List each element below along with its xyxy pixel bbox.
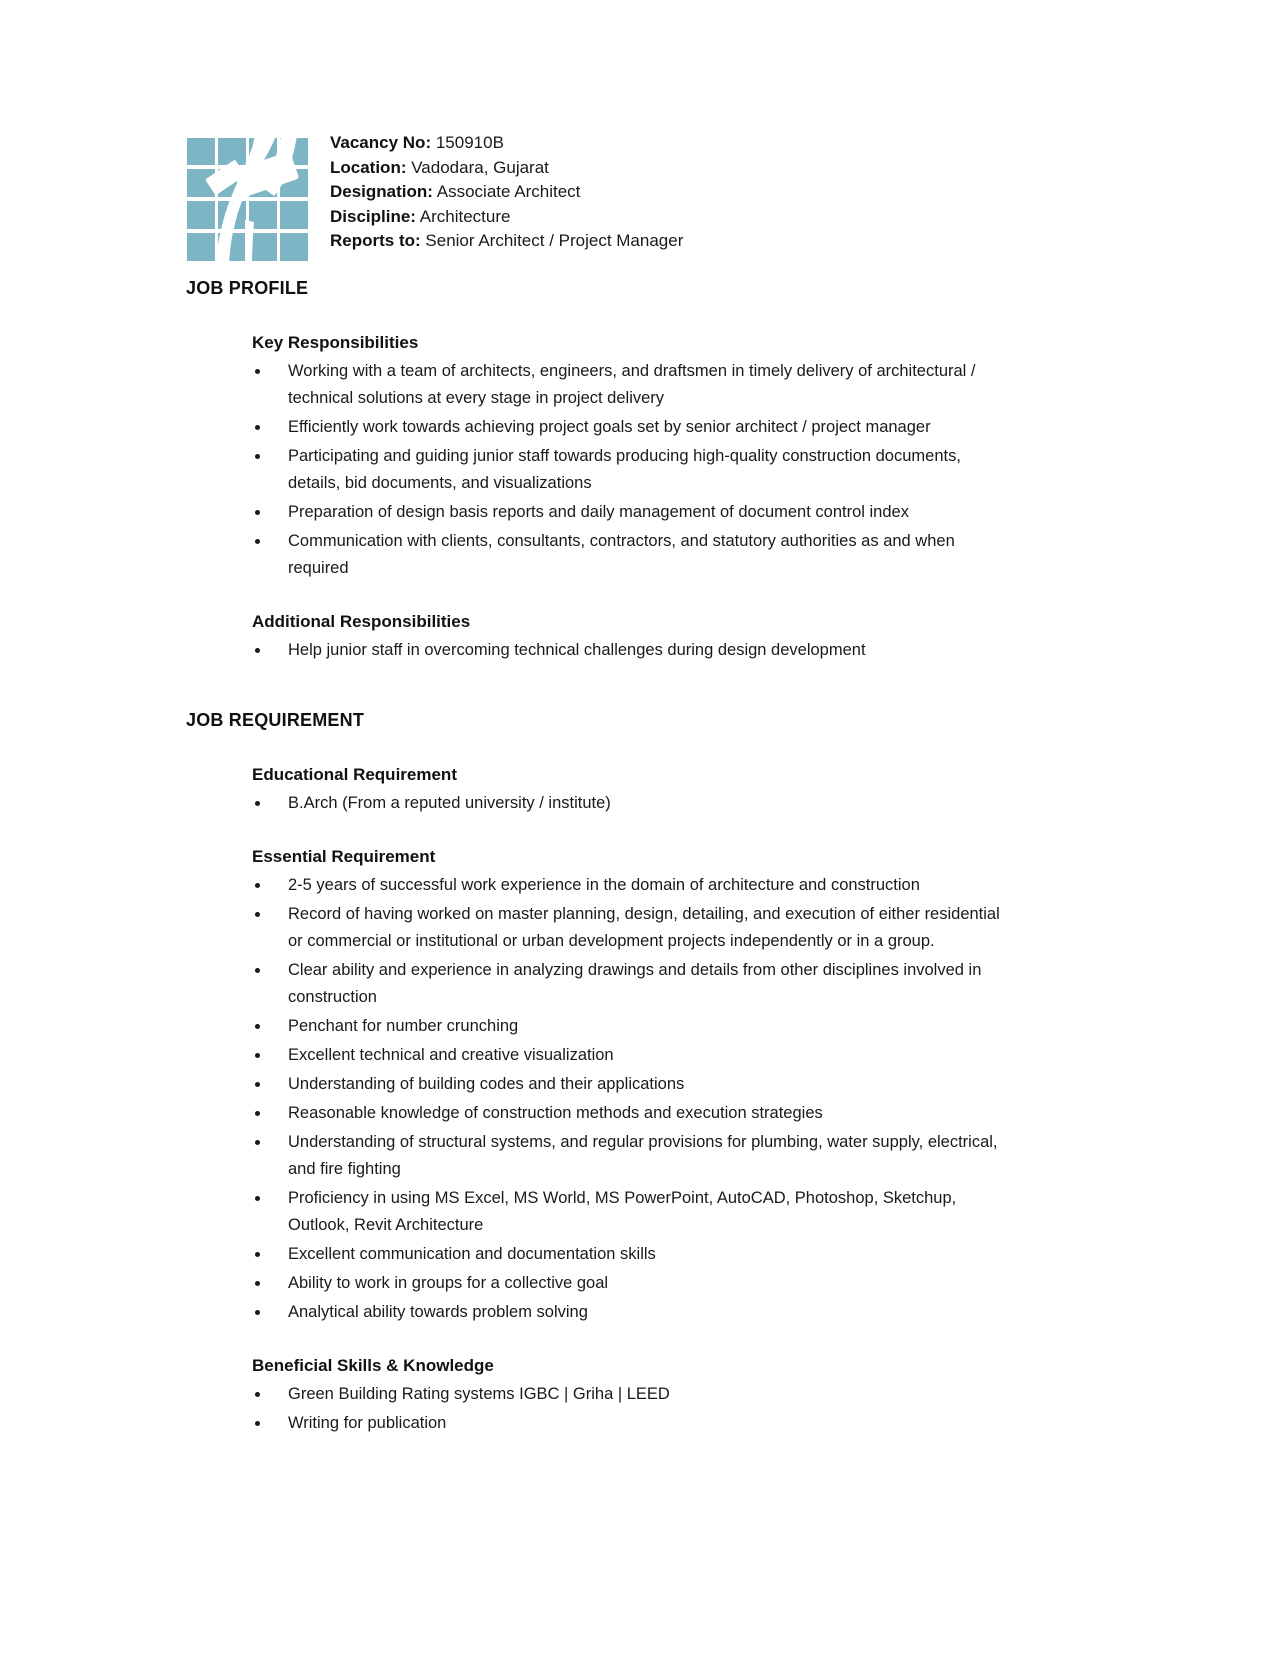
field-label: Discipline: xyxy=(330,206,416,226)
vacancy-field-row xyxy=(330,205,683,230)
subsection-heading: Additional Responsibilities xyxy=(252,612,471,631)
bullet-list xyxy=(252,790,1014,817)
field-value: Architecture xyxy=(419,206,511,226)
vacancy-details xyxy=(330,128,683,254)
subsection-heading: Key Responsibilities xyxy=(252,333,419,352)
bullet-list xyxy=(252,358,1014,582)
field-value: Vadodara, Gujarat xyxy=(411,157,549,177)
bullet-item: Preparation of design basis reports and daily management of document control index xyxy=(252,499,1014,526)
vacancy-field-row xyxy=(330,229,683,254)
bullet-item: Record of having worked on master planning, design, detailing, and execution of either residential or commercial or institutional or urban development projects independently or in a group. xyxy=(252,901,1014,955)
subsection-heading: Beneficial Skills & Knowledge xyxy=(252,1356,494,1375)
bullet-item: Writing for publication xyxy=(252,1410,1014,1437)
bullet-item: 2-5 years of successful work experience in the domain of architecture and construction xyxy=(252,872,1014,899)
bullet-item: Clear ability and experience in analyzing drawings and details from other disciplines involved in construction xyxy=(252,957,1014,1011)
field-value: 150910B xyxy=(435,133,504,152)
bullet-item: Penchant for number crunching xyxy=(252,1013,1014,1040)
vacancy-field-row xyxy=(330,156,683,181)
bullet-item: Reasonable knowledge of construction methods and execution strategies xyxy=(252,1100,1014,1127)
bullet-item: Efficiently work towards achieving project goals set by senior architect / project manager xyxy=(252,414,1014,441)
bullet-list xyxy=(252,637,1014,664)
subsection-heading: Essential Requirement xyxy=(252,847,436,866)
field-value: Senior Architect / Project Manager xyxy=(425,231,684,250)
document-header xyxy=(186,128,683,264)
bullet-item: Excellent technical and creative visualization xyxy=(252,1042,1014,1069)
logo-graphic xyxy=(186,128,310,264)
bullet-item: Analytical ability towards problem solving xyxy=(252,1299,1014,1326)
bullet-item: Excellent communication and documentation skills xyxy=(252,1241,1014,1268)
bullet-item: Understanding of structural systems, and regular provisions for plumbing, water supply, electrical, and fire fighting xyxy=(252,1129,1014,1183)
document-body xyxy=(186,278,1046,1439)
vacancy-field-row xyxy=(330,131,683,156)
section xyxy=(186,278,1046,664)
bullet-item: Understanding of building codes and their applications xyxy=(252,1071,1014,1098)
field-label: Vacancy No: xyxy=(330,133,432,152)
architecture-firm-logo xyxy=(186,128,310,264)
bullet-item: Proficiency in using MS Excel, MS World, MS PowerPoint, AutoCAD, Photoshop, Sketchup, Outlook, Revit Architecture xyxy=(252,1185,1014,1239)
section-title: JOB PROFILE xyxy=(186,278,309,298)
bullet-item: Green Building Rating systems IGBC | Griha | LEED xyxy=(252,1381,1014,1408)
vacancy-field-row xyxy=(330,180,683,205)
bullet-item: Working with a team of architects, engineers, and draftsmen in timely delivery of architectural / technical solutions at every stage in project delivery xyxy=(252,358,1014,412)
section xyxy=(186,710,1046,1437)
field-label: Location: xyxy=(330,157,407,177)
bullet-item: Help junior staff in overcoming technical challenges during design development xyxy=(252,637,1014,664)
bullet-list xyxy=(252,872,1014,1326)
bullet-item: B.Arch (From a reputed university / institute) xyxy=(252,790,1014,817)
field-value: Associate Architect xyxy=(436,182,581,201)
field-label: Reports to: xyxy=(330,231,421,250)
subsection-heading: Educational Requirement xyxy=(252,765,457,784)
bullet-item: Ability to work in groups for a collective goal xyxy=(252,1270,1014,1297)
section-title: JOB REQUIREMENT xyxy=(186,710,365,730)
bullet-item: Communication with clients, consultants, contractors, and statutory authorities as and when required xyxy=(252,528,1014,582)
bullet-list xyxy=(252,1381,1014,1437)
bullet-item: Participating and guiding junior staff towards producing high-quality construction documents, details, bid documents, and visualizations xyxy=(252,443,1014,497)
field-label: Designation: xyxy=(330,182,433,201)
